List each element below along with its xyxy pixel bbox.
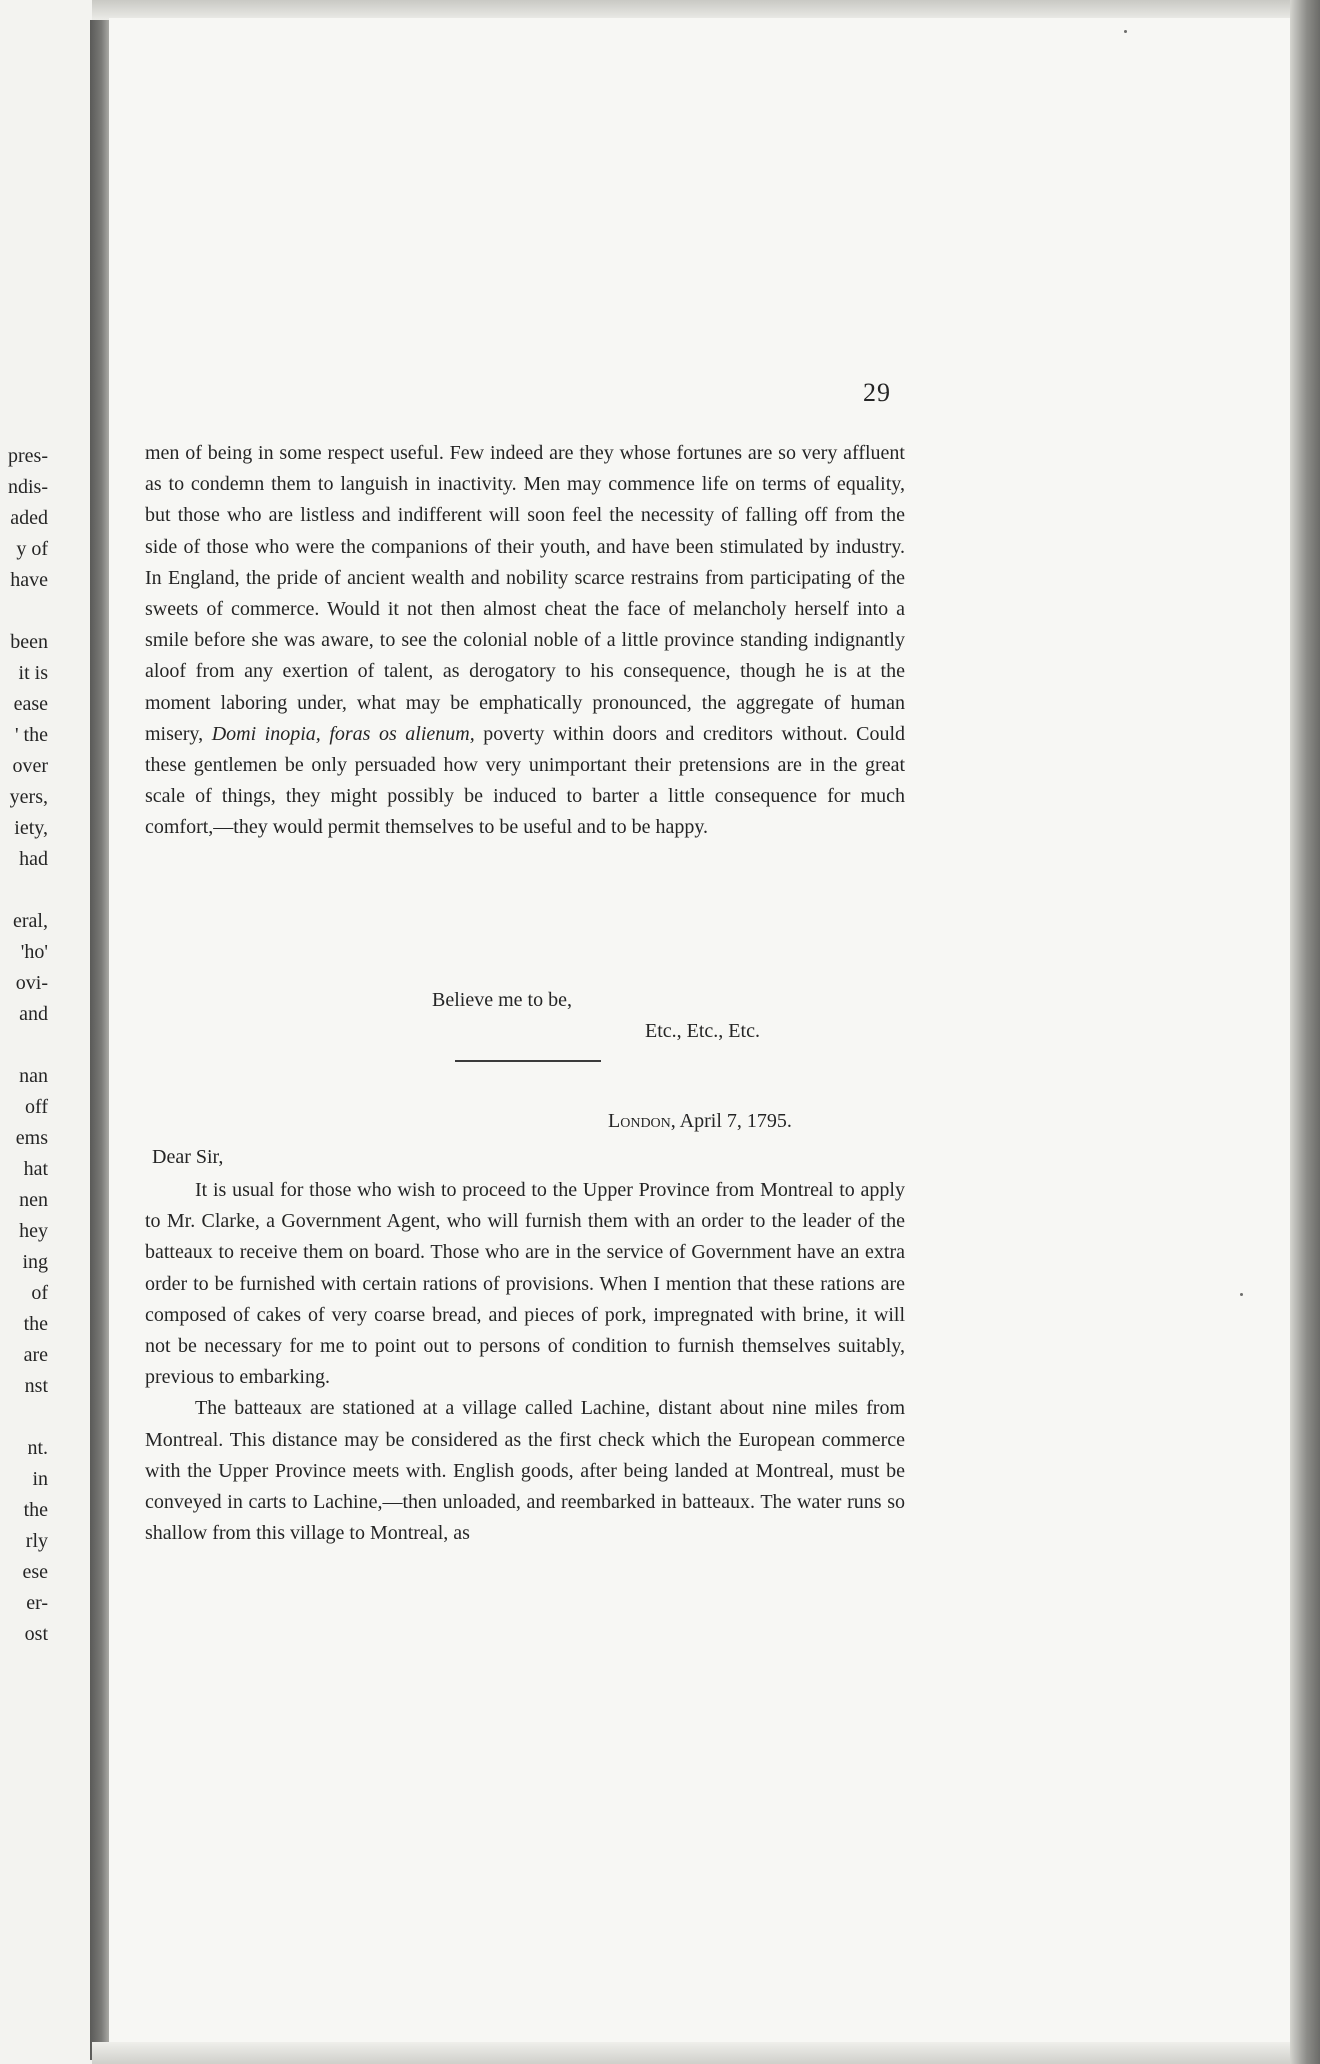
page-top-shadow [92,0,1292,20]
previous-page-line: ost [24,1623,48,1645]
paper-speck [1240,1293,1243,1296]
letter-dateline [608,1106,792,1137]
previous-page-line: are [23,1344,48,1366]
letter-paragraph: The batteaux are stationed at a village called Lachine, distant about nine miles from Montreal. This distance may be considered as the first check which the European commerce with the Upper Province meets with. English goods, after being landed at Montreal, must be conveyed in carts to Lachine,—then unloaded, and reembarked in batteaux. The water runs so shallow from this village to Montreal, as [145,1397,905,1545]
previous-page-line: ease [13,693,48,715]
previous-page-line: the [23,1313,48,1335]
previous-page-line [8,1402,48,1433]
letter-closing-etc: Etc., Etc., Etc. [645,1020,760,1042]
previous-page-line: nen [19,1189,48,1211]
letter-closing: Believe me to be, [432,989,572,1011]
previous-page-line: ese [22,1561,48,1583]
previous-page-line: ' the [14,724,48,746]
previous-page-line: hey [19,1220,48,1242]
previous-page-line: eral, [13,910,48,932]
previous-page-line: had [19,848,48,870]
previous-page-line: yers, [9,786,48,808]
previous-page-line: the [23,1499,48,1521]
previous-page-line [8,596,48,627]
paper-speck [1124,30,1127,33]
previous-page-line: of [31,1282,48,1304]
previous-page-line: ovi- [15,972,48,994]
previous-page-line: 'ho' [20,941,48,963]
section-divider [455,1060,601,1062]
letter-salutation: Dear Sir, [152,1146,224,1168]
previous-page-line: ing [22,1251,48,1273]
previous-page-line: off [25,1096,48,1118]
page-number: 29 [863,378,891,407]
latin-phrase: Domi inopia, foras os alienum, [211,722,475,745]
previous-page-line: nst [24,1375,48,1397]
paragraph-text-end: poverty within doors and creditors without. Could these gentlemen be only persuaded how very unimportant their pretensions are in the great scale of things, they might possibly be induced to barter a little consequence for much comfort,—they would permit themselves to be useful and to be happy. [145,722,906,839]
previous-page-line: iety, [14,817,48,839]
previous-page-line [8,1030,48,1061]
previous-page-line: hat [23,1158,48,1180]
previous-page-line: over [12,755,48,777]
previous-page-fragment [0,0,92,2064]
previous-page-line: aded [10,507,48,529]
previous-page-line: nan [19,1065,48,1087]
previous-page-line-fragments [8,441,48,1650]
previous-page-line: and [19,1003,48,1025]
opening-paragraph [145,438,905,844]
page-edge-shadow [1290,0,1320,2064]
page-bottom-shadow [92,2042,1292,2064]
book-gutter [90,20,109,2060]
previous-page-line: nt. [27,1437,48,1459]
letter-body [145,1175,905,1549]
previous-page-line: been [10,631,48,653]
previous-page-line: it is [18,662,48,684]
previous-page-line: in [32,1468,48,1490]
previous-page-line: have [10,569,48,591]
paragraph-text: men of being in some respect useful. Few indeed are they whose fortunes are so very affluent as to condemn them to languish in inactivity. Men may commence life on terms of equality, but those who are listless and indifferent will soon feel the necessity of falling off from the side of those who were the companions of their youth, and have been stimulated by industry. In England, the pride of ancient wealth and nobility scarce restrains from participating of the sweets of commerce. Would it not then almost cheat the face of melancholy herself into a smile before she was aware, to see the colonial noble of a little province standing indignantly aloof from any exertion of talent, as derogatory to his consequence, though he is at the moment laboring under, what may be emphatically pronounced, the aggregate of human misery, [145,442,905,745]
previous-page-line [8,875,48,906]
previous-page-line: rly [25,1530,48,1552]
dateline-place: London [608,1110,671,1132]
previous-page-line: y of [16,538,48,560]
dateline-date: , April 7, 1795. [670,1110,792,1132]
letter-paragraph: It is usual for those who wish to proceed to the Upper Province from Montreal to apply to Mr. Clarke, a Government Agent, who will furnish them with an order to the leader of the batteaux to receive them on board. Those who are in the service of Government have an extra order to be furnished with certain rations of provisions. When I mention that these rations are composed of cakes of very coarse bread, and pieces of pork, impregnated with brine, it will not be necessary for me to point out to persons of condition to furnish themselves suitably, previous to embarking. [145,1179,905,1389]
previous-page-line: er- [26,1592,48,1614]
previous-page-line: ems [15,1127,48,1149]
previous-page-line: pres- [8,445,48,467]
previous-page-line: ndis- [8,476,48,498]
